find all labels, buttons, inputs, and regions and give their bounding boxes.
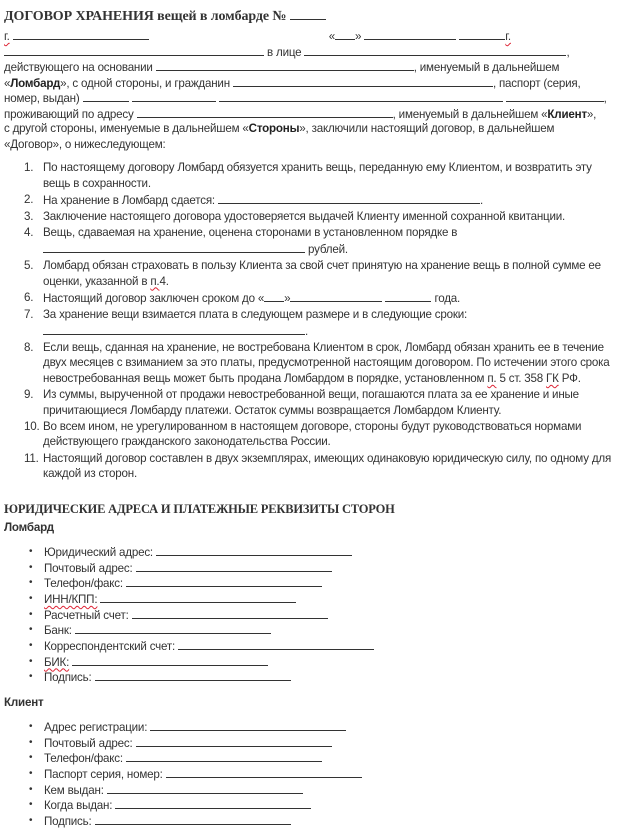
term-number: 8. — [24, 340, 34, 354]
requisite-label: Когда выдан: — [44, 799, 113, 813]
fee-blank[interactable] — [43, 323, 305, 335]
requisite-item — [4, 591, 622, 607]
requisite-item — [4, 654, 622, 670]
passport-date-blank[interactable] — [506, 90, 604, 102]
lombard-org-blank[interactable] — [4, 44, 264, 56]
bullet-icon: • — [29, 624, 33, 636]
term-tail: . — [305, 324, 309, 338]
quote-close: » — [299, 122, 306, 135]
requisite-label: Почтовый адрес: — [44, 561, 133, 575]
term-item — [4, 340, 622, 387]
bullet-icon: • — [29, 768, 33, 780]
client-postal-blank[interactable] — [136, 735, 332, 747]
term-tail: . — [479, 193, 484, 207]
quote-close: » — [60, 76, 67, 90]
term-mid: 5 ст. 358 — [499, 371, 543, 385]
requisite-label: Адрес регистрации: — [44, 721, 148, 734]
quote-open: « — [541, 107, 548, 121]
term-day-blank[interactable] — [264, 290, 284, 302]
client-name: Клиент — [547, 107, 587, 121]
issued-date-blank[interactable] — [115, 797, 311, 809]
bullet-icon: • — [29, 592, 33, 604]
hereinafter-label: , именуемый в дальнейшем — [413, 61, 560, 74]
client-passport-blank[interactable] — [166, 766, 362, 778]
city-prefix: г. — [4, 30, 10, 43]
term-tail: 4. — [159, 274, 169, 288]
bullet-icon: • — [29, 577, 33, 589]
term-month-blank[interactable] — [290, 290, 382, 302]
requisite-label: Расчетный счет: — [44, 608, 129, 622]
client-requisites-list — [4, 719, 622, 829]
lombard-name: Ломбард — [10, 76, 61, 90]
contract-word-line — [4, 137, 622, 153]
term-number: 9. — [24, 388, 34, 402]
bullet-icon: • — [29, 799, 33, 811]
residing-label: проживающий по адресу — [4, 107, 134, 121]
term-item — [4, 307, 622, 339]
one-side-label: , с одной стороны, и гражданин — [66, 76, 230, 90]
requisite-item — [4, 813, 622, 829]
other-side-line — [4, 121, 622, 137]
requisite-item — [4, 575, 622, 591]
other-side-label: с другой стороны, именуемые в дальнейшем — [4, 122, 240, 135]
term-item — [4, 192, 622, 209]
term-item — [4, 160, 622, 191]
requisite-label: Кем выдан: — [44, 783, 104, 797]
address-blank[interactable] — [137, 106, 393, 118]
bullet-icon: • — [29, 561, 33, 573]
date-quote-close: » — [354, 30, 362, 43]
quote-open: « — [242, 122, 249, 135]
concluded-label: , заключили настоящий договор, в дальнейшем — [305, 122, 555, 135]
passport-label: , паспорт (серия, — [492, 76, 581, 90]
requisite-item — [4, 797, 622, 813]
bullet-icon: • — [29, 655, 33, 667]
requisite-label: Подпись: — [44, 815, 92, 829]
quote-close: » — [586, 107, 594, 121]
requisite-item — [4, 638, 622, 654]
term-text: Во всем ином, не урегулированном в настоящем договоре, стороны будут руководствоваться нормами действующего гражданского законодательства России. — [43, 419, 582, 449]
acting-basis-label: действующего на основании — [4, 61, 153, 74]
term-number: 1. — [24, 161, 34, 174]
in-person-label: в лице — [267, 45, 302, 59]
day-blank[interactable] — [335, 28, 355, 40]
client-heading: Клиент — [4, 696, 44, 709]
year-blank[interactable] — [459, 28, 505, 40]
signature-blank[interactable] — [95, 669, 291, 681]
requisite-item — [4, 560, 622, 576]
parties-name: Стороны — [248, 122, 300, 135]
bullet-icon: • — [29, 721, 33, 732]
lombard-requisites-list — [4, 544, 622, 685]
term-ref: п. — [487, 371, 497, 385]
requisite-item — [4, 766, 622, 782]
term-number: 3. — [24, 209, 34, 223]
bik-blank[interactable] — [72, 654, 268, 666]
term-number: 4. — [24, 226, 34, 240]
bullet-icon: • — [29, 639, 33, 651]
term-text: Вещь, сдаваемая на хранение, оценена сторонами в установленном порядке в — [43, 226, 458, 240]
requisite-label: Подпись: — [44, 671, 92, 685]
phone-fax-blank[interactable] — [126, 575, 322, 587]
passport-line — [4, 90, 622, 106]
term-item — [4, 258, 622, 289]
requisite-label: Юридический адрес: — [44, 545, 153, 559]
term-text: По настоящему договору Ломбард обязуется хранить вещь, переданную ему Клиентом, и возвратить эту вещь в сохранности. — [43, 161, 592, 190]
requisite-label: Паспорт серия, номер: — [44, 768, 163, 782]
issued-by-blank[interactable] — [107, 782, 303, 794]
term-item — [4, 451, 622, 482]
date-quote-open: « — [328, 30, 335, 43]
lombard-name-line — [4, 44, 622, 60]
account-blank[interactable] — [132, 607, 328, 619]
term-number: 11. — [24, 451, 39, 465]
term-tail: рублей. — [308, 242, 348, 256]
basis-blank[interactable] — [156, 59, 414, 71]
requisite-item — [4, 669, 622, 685]
representative-blank[interactable] — [304, 44, 566, 56]
term-text: Заключение настоящего договора удостоверяется выдачей Клиенту именной сохранной квитанции. — [43, 209, 566, 223]
term-item — [4, 290, 622, 307]
term-text: За хранение вещи взимается плата в следующем размере и в следующие сроки: — [43, 307, 468, 321]
term-number: 5. — [24, 258, 34, 272]
contract-document — [4, 6, 622, 829]
requisite-label: БИК: — [44, 655, 70, 669]
address-line — [4, 106, 622, 122]
term-mid: » — [284, 291, 291, 305]
city-date-line — [4, 28, 622, 44]
contract-word-label: «Договор», о нижеследующем: — [4, 137, 166, 151]
term-ref-2: ГК — [546, 371, 559, 385]
bullet-icon: • — [29, 752, 33, 764]
term-number: 2. — [24, 192, 34, 206]
month-blank[interactable] — [364, 28, 456, 40]
term-item — [4, 209, 622, 225]
bullet-icon: • — [29, 736, 33, 748]
item-description-blank[interactable] — [218, 192, 480, 204]
bullet-icon: • — [29, 608, 33, 620]
term-text: На хранение в Ломбард сдается: — [43, 193, 215, 207]
inn-kpp-blank[interactable] — [100, 591, 296, 603]
term-item — [4, 387, 622, 418]
term-text: Из суммы, вырученной от продажи невостребованной вещи, погашаются плата за ее хранение и иные причитающиеся Ломбарду платежи. Остаток суммы возвращается Ломбардом Клиенту. — [43, 388, 579, 417]
document-title — [4, 6, 622, 28]
lombard-citizen-line — [4, 75, 622, 91]
bullet-icon: • — [29, 815, 33, 827]
term-text: Настоящий договор составлен в двух экземплярах, имеющих одинаковую юридическую силу, по одному для каждой из сторон. — [43, 451, 612, 481]
bullet-icon: • — [29, 545, 33, 557]
requisite-item — [4, 544, 622, 560]
city-blank[interactable] — [13, 28, 149, 40]
comma: , — [603, 92, 607, 105]
requisite-item — [4, 719, 622, 735]
comma: , — [593, 107, 597, 121]
term-number: 6. — [24, 290, 34, 304]
term-number: 7. — [24, 307, 34, 321]
requisite-label: Почтовый адрес: — [44, 736, 133, 750]
year-suffix: г. — [505, 30, 511, 43]
corr-account-blank[interactable] — [178, 638, 374, 650]
registration-address-blank[interactable] — [150, 719, 346, 731]
term-year-blank[interactable] — [385, 290, 431, 302]
client-signature-blank[interactable] — [95, 813, 291, 825]
requisite-label: Банк: — [44, 624, 72, 638]
term-text: Ломбард обязан страховать в пользу Клиента за свой счет принятую на хранение вещь в полной сумме ее оценки, указанной в — [43, 258, 601, 288]
requisite-item — [4, 622, 622, 638]
term-text: Если вещь, сданная на хранение, не востребована Клиентом в срок, Ломбард обязан хранить ее в течение двух месяцев с взиманием за это платы, предусмотренной настоящим договором. По истечении этого срока невостребованная вещь может быть продана Ломбардом в порядке, установленном — [43, 340, 610, 385]
term-ref: п. — [150, 274, 160, 288]
passport-number-blank[interactable] — [132, 90, 216, 102]
requisite-label: Телефон/факс: — [44, 752, 123, 766]
contract-number-blank[interactable] — [290, 6, 326, 20]
passport-label-2: номер, выдан) — [4, 92, 80, 105]
requisite-item — [4, 750, 622, 766]
quote-open: « — [4, 76, 11, 90]
acting-basis-line — [4, 59, 622, 75]
comma: , — [566, 45, 570, 59]
term-number: 10. — [24, 419, 40, 433]
term-item — [4, 419, 622, 450]
term-tail: года. — [434, 291, 461, 305]
bank-blank[interactable] — [75, 622, 271, 634]
term-tail: РФ. — [561, 371, 581, 385]
requisite-item — [4, 607, 622, 623]
bullet-icon: • — [29, 783, 33, 795]
requisite-label: Корреспондентский счет: — [44, 639, 176, 653]
lombard-heading: Ломбард — [4, 520, 54, 534]
passport-issued-blank[interactable] — [219, 90, 503, 102]
term-item — [4, 225, 622, 257]
requisite-label: ИНН/КПП: — [44, 592, 98, 606]
legal-address-blank[interactable] — [156, 544, 352, 556]
requisite-item — [4, 735, 622, 751]
requisite-label: Телефон/факс: — [44, 577, 123, 591]
postal-address-blank[interactable] — [136, 560, 332, 572]
bullet-icon: • — [29, 671, 33, 683]
client-phone-blank[interactable] — [126, 750, 322, 762]
terms-list — [4, 160, 622, 482]
passport-series-blank[interactable] — [83, 90, 129, 102]
valuation-blank[interactable] — [43, 241, 305, 253]
citizen-blank[interactable] — [233, 75, 493, 87]
requisites-title: ЮРИДИЧЕСКИЕ АДРЕСА И ПЛАТЕЖНЫЕ РЕКВИЗИТЫ СТОРОН — [4, 501, 395, 516]
term-text: Настоящий договор заключен сроком до « — [43, 291, 265, 305]
title-text: ДОГОВОР ХРАНЕНИЯ вещей в ломбарде № — [4, 9, 287, 24]
hereinafter-label-2: , именуемый в дальнейшем — [392, 107, 539, 121]
requisite-item — [4, 782, 622, 798]
